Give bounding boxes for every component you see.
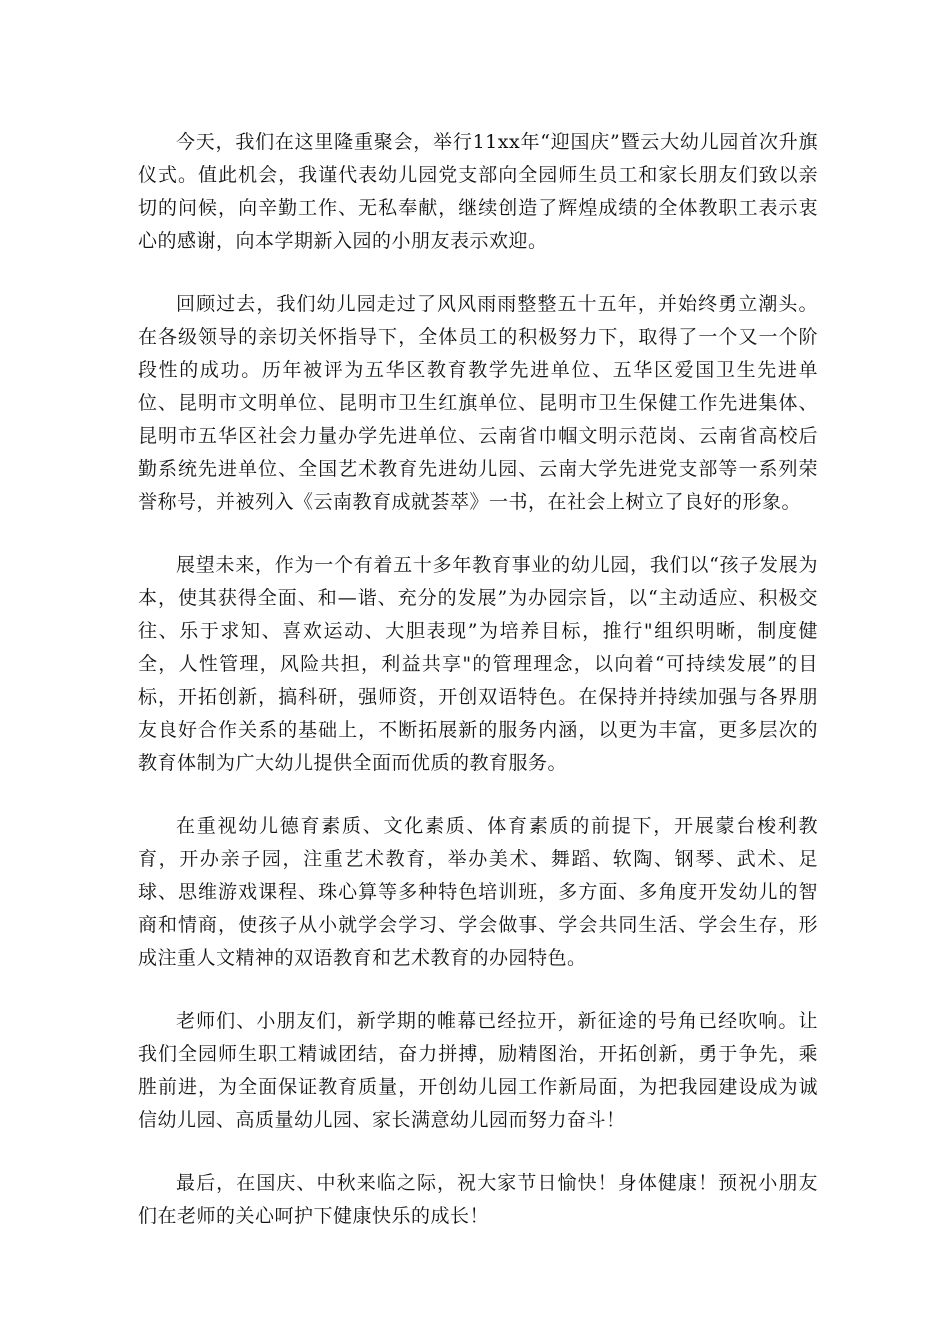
paragraph-closing: 最后，在国庆、中秋来临之际，祝大家节日愉快！身体健康！预祝小朋友们在老师的关心呵护下健康快乐的成长！ xyxy=(138,1172,818,1227)
paragraph-call-to-action: 老师们、小朋友们，新学期的帷幕已经拉开，新征途的号角已经吹响。让我们全园师生职工精诚团结，奋力拼搏，励精图治，开拓创新，勇于争先，乘胜前进，为全面保证教育质量，开创幼儿园工作新局面，为把我园建设成为诚信幼儿园、高质量幼儿园、家长满意幼儿园而努力奋斗！ xyxy=(138,1010,818,1131)
paragraph-review: 回顾过去，我们幼儿园走过了风风雨雨整整五十五年，并始终勇立潮头。在各级领导的亲切关怀指导下，全体员工的积极努力下，取得了一个又一个阶段性的成功。历年被评为五华区教育教学先进单位、五华区爱国卫生先进单位、昆明市文明单位、昆明市卫生红旗单位、昆明市卫生保健工作先进集体、昆明市五华区社会力量办学先进单位、云南省巾帼文明示范岗、云南省高校后勤系统先进单位、全国艺术教育先进幼儿园、云南大学先进党支部等一系列荣誉称号，并被列入《云南教育成就荟萃》一书，在社会上树立了良好的形象。 xyxy=(138,293,818,513)
document-body xyxy=(138,126,818,1263)
paragraph-outlook: 展望未来，作为一个有着五十多年教育事业的幼儿园，我们以“孩子发展为本，使其获得全面、和—谐、充分的发展”为办园宗旨，以“主动适应、积极交往、乐于求知、喜欢运动、大胆表现”为培养目标，推行"组织明晰，制度健全，人性管理，风险共担，利益共享"的管理理念，以向着“可持续发展”的目标，开拓创新，搞科研，强师资，开创双语特色。在保持并持续加强与各界朋友良好合作关系的基础上，不断拓展新的服务内涵，以更为丰富，更多层次的教育体制为广大幼儿提供全面而优质的教育服务。 xyxy=(138,554,818,774)
paragraph-education: 在重视幼儿德育素质、文化素质、体育素质的前提下，开展蒙台梭利教育，开办亲子园，注重艺术教育，举办美术、舞蹈、软陶、钢琴、武术、足球、思维游戏课程、珠心算等多种特色培训班，多方面、多角度开发幼儿的智商和情商，使孩子从小就学会学习、学会做事、学会共同生活、学会生存，形成注重人文精神的双语教育和艺术教育的办园特色。 xyxy=(138,815,818,969)
paragraph-opening: 今天，我们在这里隆重聚会，举行11xx年“迎国庆”暨云大幼儿园首次升旗仪式。值此机会，我谨代表幼儿园党支部向全园师生员工和家长朋友们致以亲切的问候，向辛勤工作、无私奉献，继续创造了辉煌成绩的全体教职工表示衷心的感谢，向本学期新入园的小朋友表示欢迎。 xyxy=(138,131,818,252)
